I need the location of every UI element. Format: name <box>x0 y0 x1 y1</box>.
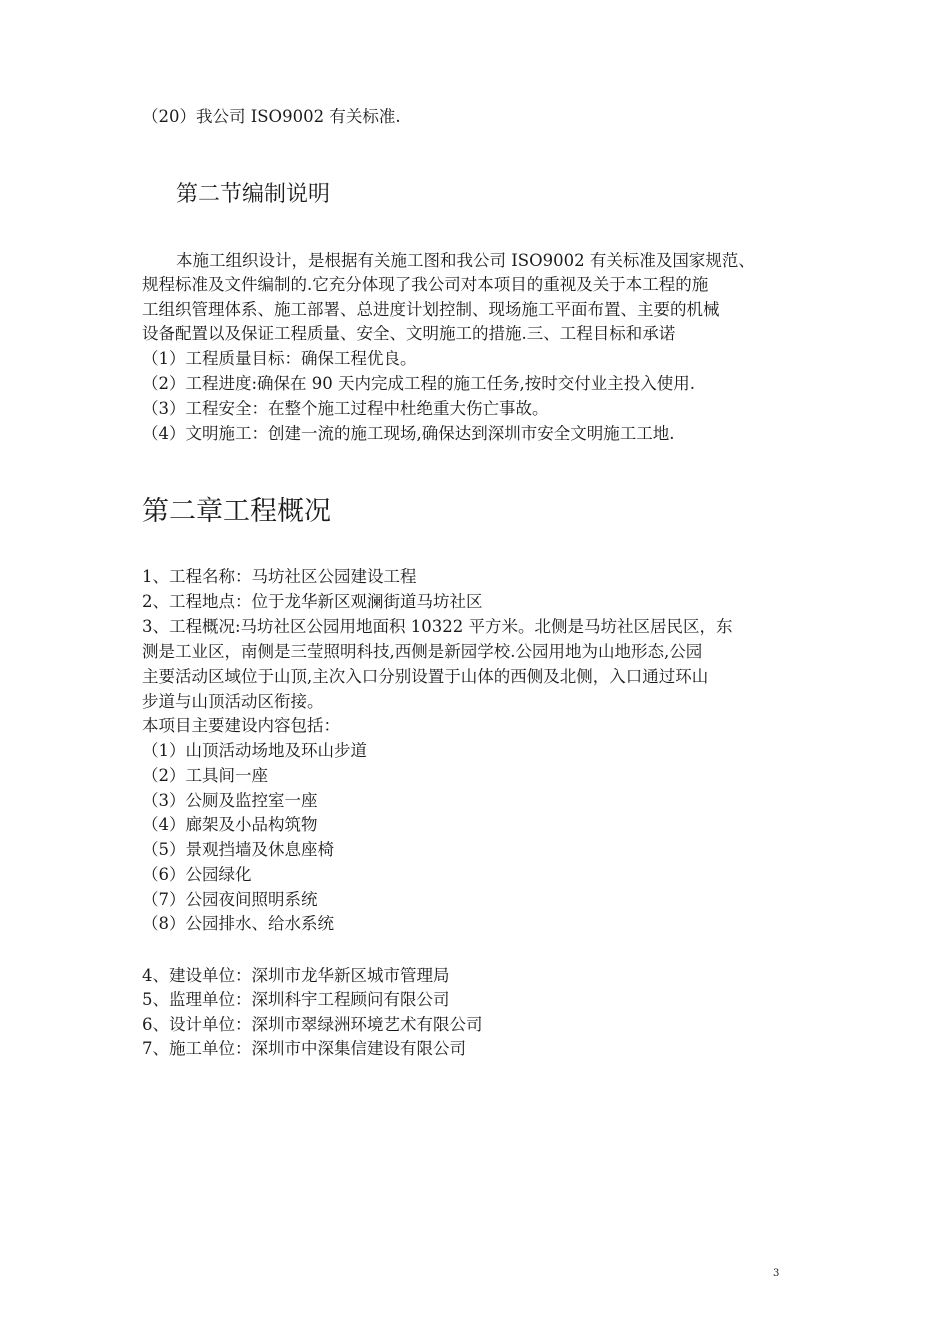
info-line: 主要活动区域位于山顶,主次入口分别设置于山体的西侧及北侧，入口通过环山 <box>142 667 709 686</box>
goal-item: （1）工程质量目标：确保工程优良。 <box>142 349 417 368</box>
goal-item: （4）文明施工：创建一流的施工现场,确保达到深圳市安全文明施工工地. <box>142 424 675 443</box>
content-item: （8）公园排水、给水系统 <box>142 914 334 933</box>
unit-line: 5、监理单位：深圳科宇工程顾问有限公司 <box>142 990 450 1009</box>
paragraph-line: 设备配置以及保证工程质量、安全、文明施工的措施.三、工程目标和承诺 <box>142 324 676 343</box>
info-line: 测是工业区，南侧是三莹照明科技,西侧是新园学校.公园用地为山地形态,公园 <box>142 642 703 661</box>
page-number: 3 <box>773 1268 780 1279</box>
goal-item: （3）工程安全：在整个施工过程中杜绝重大伤亡事故。 <box>142 399 549 418</box>
standards-item: （20）我公司 ISO9002 有关标准. <box>142 107 401 126</box>
info-line: 本项目主要建设内容包括： <box>142 716 340 735</box>
info-line: 3、工程概况:马坊社区公园用地面积 10322 平方米。北侧是马坊社区居民区，东 <box>142 617 733 636</box>
unit-line: 4、建设单位：深圳市龙华新区城市管理局 <box>142 966 450 985</box>
info-line: 2、工程地点：位于龙华新区观澜街道马坊社区 <box>142 592 483 611</box>
content-item: （2）工具间一座 <box>142 766 268 785</box>
paragraph-line: 工组织管理体系、施工部署、总进度计划控制、现场施工平面布置、主要的机械 <box>142 300 720 319</box>
content-item: （1）山顶活动场地及环山步道 <box>142 741 367 760</box>
content-item: （3）公厕及监控室一座 <box>142 791 318 810</box>
unit-line: 7、施工单位：深圳市中深集信建设有限公司 <box>142 1039 466 1058</box>
info-line: 步道与山顶活动区衔接。 <box>142 692 324 711</box>
paragraph-line: 规程标准及文件编制的.它充分体现了我公司对本项目的重视及关于本工程的施 <box>142 275 709 294</box>
content-item: （7）公园夜间照明系统 <box>142 890 318 909</box>
goal-item: （2）工程进度:确保在 90 天内完成工程的施工任务,按时交付业主投入使用. <box>142 374 696 393</box>
section-title: 第二节编制说明 <box>176 182 331 207</box>
chapter-title: 第二章工程概况 <box>142 496 331 527</box>
content-item: （5）景观挡墙及休息座椅 <box>142 840 334 859</box>
paragraph-line: 本施工组织设计，是根据有关施工图和我公司 ISO9002 有关标准及国家规范、 <box>176 251 755 270</box>
info-line: 1、工程名称：马坊社区公园建设工程 <box>142 567 417 586</box>
unit-line: 6、设计单位：深圳市翠绿洲环境艺术有限公司 <box>142 1015 483 1034</box>
content-item: （4）廊架及小品构筑物 <box>142 815 318 834</box>
content-item: （6）公园绿化 <box>142 865 252 884</box>
